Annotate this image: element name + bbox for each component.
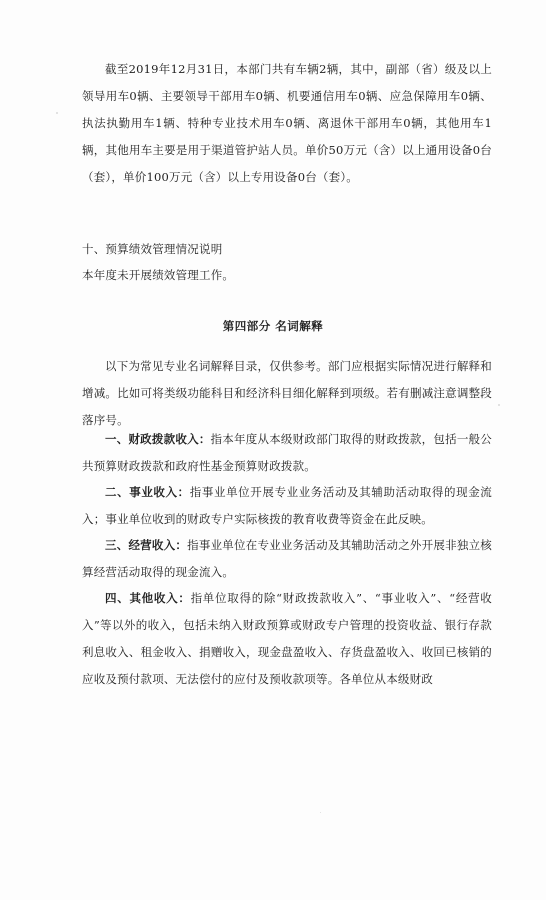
section-10-body: 本年度未开展绩效管理工作。 <box>82 268 235 282</box>
intro-paragraph: 以下为常见专业名词解释目录，仅供参考。部门应根据实际情况进行解释和增减。比如可将类级功能科目和经济科目细化解释到项级。若有删减注意调整段落序号。 <box>82 359 492 427</box>
term-1-body: 指本年度从本级财政部门取得的财政拨款，包括一般公共预算财政拨款和政府性基金预算财政拨款。 <box>82 432 492 473</box>
term-2-paragraph <box>82 479 492 533</box>
term-4-paragraph <box>82 585 492 693</box>
term-1-paragraph <box>82 426 492 480</box>
term-3-body: 指事业单位在专业业务活动及其辅助活动之外开展非独立核算经营活动取得的现金流入。 <box>82 538 493 579</box>
term-4-body: 指单位取得的除“财政拨款收入”、“事业收入”、“经营收入”等以外的收入，包括未纳入财政预算或财政专户管理的投资收益、银行存款利息收入、租金收入、捐赠收入，现金盘盈收入、存货盘盈收入、收回已核销的应收及预付款项、无法偿付的应付及预收款项等。各单位从本级财政 <box>82 591 492 686</box>
term-2-body: 指事业单位开展专业业务活动及其辅助活动取得的现金流入；事业单位收到的财政专户实际核拨的教育收费等资金在此反映。 <box>82 485 492 526</box>
part-4-heading: 第四部分 名词解释 <box>222 319 324 333</box>
term-3-paragraph <box>82 532 492 586</box>
term-2-label: 二、事业收入： <box>105 485 190 499</box>
term-4-label: 四、其他收入： <box>105 591 191 605</box>
section-10-title: 十、预算绩效管理情况说明 <box>82 242 223 256</box>
scan-speck <box>498 404 500 406</box>
scan-speck <box>56 112 58 114</box>
vehicles-paragraph: 截至2019年12月31日，本部门共有车辆2辆，其中，副部（省）级及以上领导用车0辆、主要领导干部用车0辆、机要通信用车0辆、应急保障用车0辆、执法执勤用车1辆、特种专业技术用车0辆、离退休干部用车0辆，其他用车1辆，其他用车主要是用于渠道管护站人员。单价50万元（含）以上通用设备0台（套），单价100万元（含）以上专用设备0台（套）。 <box>82 62 492 184</box>
term-1-label: 一、财政拨款收入： <box>105 432 211 446</box>
term-3-label: 三、经营收入： <box>105 538 188 552</box>
scan-speck <box>320 812 321 813</box>
